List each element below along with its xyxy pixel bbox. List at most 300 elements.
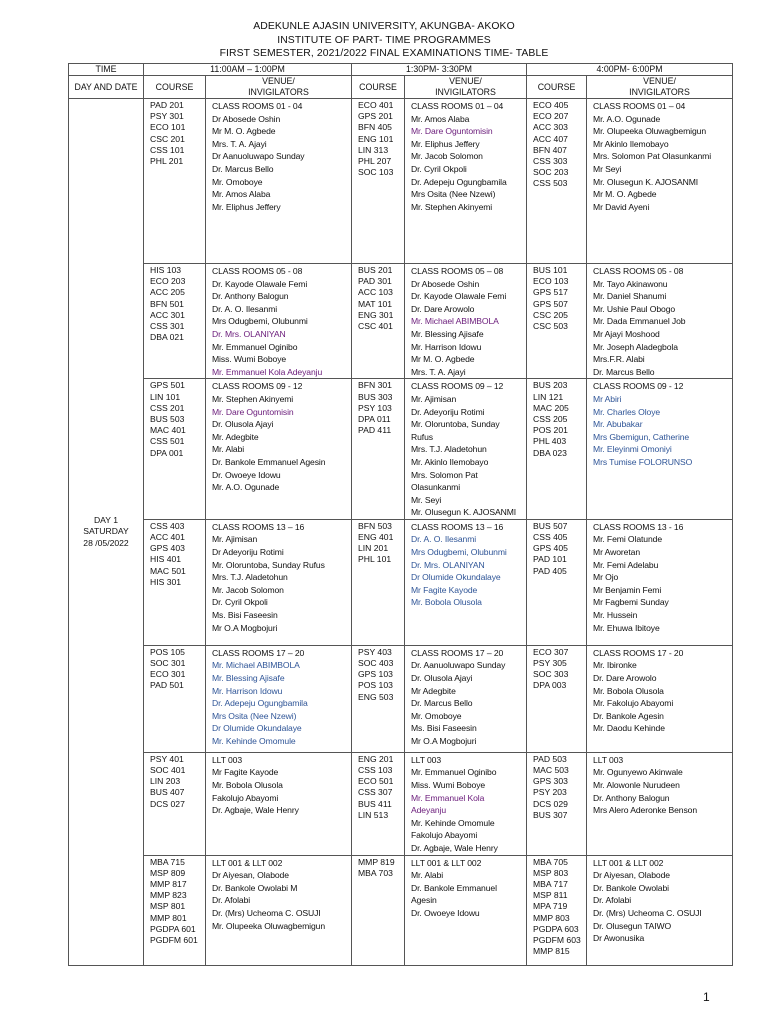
course-code: MMP 823 (150, 890, 187, 901)
course-list-cell (144, 264, 206, 379)
course-list-cell (527, 519, 587, 645)
invigilator-name: Mr. Alabi (212, 444, 245, 455)
venue-invigilators-cell (206, 752, 352, 855)
exam-row (69, 519, 733, 645)
venue-invigilators-cell (587, 645, 733, 752)
course-code: PHL 201 (150, 156, 184, 167)
venue-invigilators-cell (405, 379, 527, 520)
invigilator-name: Mr. Blessing Ajisafe (411, 328, 484, 339)
course-list-cell (527, 752, 587, 855)
invigilator-name: Mr. Akinlo Ilemobayo (411, 456, 489, 467)
course-code: GPS 103 (358, 669, 393, 680)
venue-name: CLASS ROOMS 09 - 12 (212, 381, 303, 392)
course-code: ECO 307 (533, 646, 569, 657)
invigilator-name: Mrs. T. A. Ajayi (212, 138, 267, 149)
invigilator-name: Dr Awonusika (593, 933, 645, 944)
venue-name: CLASS ROOMS 13 – 16 (411, 521, 504, 532)
exam-row (69, 264, 733, 379)
invigilator-name: Mr Ojo (593, 572, 619, 583)
invigilator-name: Ms. Bisi Faseesin (411, 723, 477, 734)
invigilator-name: Dr Aanuoluwapo Sunday (212, 151, 305, 162)
course-code: CSS 103 (358, 765, 393, 776)
course-code: PGDFM 601 (150, 935, 198, 946)
course-code: ENG 201 (358, 753, 394, 764)
venue-invigilators-cell (587, 264, 733, 379)
venue-invigilators-cell (206, 264, 352, 379)
invigilator-name: Dr. Mrs. OLANIYAN (212, 328, 286, 339)
course-code: PSY 403 (358, 646, 392, 657)
venue-name: CLASS ROOMS 01 – 04 (593, 101, 686, 111)
course-code: PHL 403 (533, 436, 567, 447)
course-code: BUS 203 (533, 380, 568, 391)
course-code: DBA 021 (150, 332, 184, 343)
venue-name: CLASS ROOMS 09 – 12 (411, 381, 504, 392)
course-code: MBA 715 (150, 856, 185, 867)
invigilator-name: Mr Abiri (593, 393, 622, 404)
course-list-cell (352, 264, 405, 379)
page-number: 1 (703, 990, 710, 1004)
invigilator-name: Mr. Ogunyewo Akinwale (593, 767, 683, 778)
exam-row (69, 379, 733, 520)
venue-label: VENUE/ (262, 76, 295, 86)
course-list-cell (352, 855, 405, 965)
invigilator-name: Mrs Gbemigun, Catherine (593, 431, 690, 442)
course-list-cell (352, 519, 405, 645)
invigilator-name: Dr. A. O. Ilesanmi (212, 303, 278, 314)
day-date-line: SATURDAY (83, 526, 129, 537)
invigilator-name: Mr. Alabi (411, 870, 444, 881)
course-list-cell (352, 645, 405, 752)
course-code: DPA 011 (358, 413, 391, 424)
venue-invigilators-cell (405, 264, 527, 379)
invigilator-name: Dr. Bankole Emmanuel Agesin (212, 456, 326, 467)
course-code: CSS 303 (533, 156, 568, 167)
course-code: MMP 819 (358, 856, 395, 867)
course-list-cell (527, 99, 587, 264)
invigilator-name: Mr. Olusegun K. AJOSANMI (411, 507, 517, 518)
invigilator-name: Mrs Tumise FOLORUNSO (593, 456, 693, 467)
invigilator-name: Mr Akinlo Ilemobayo (593, 138, 669, 149)
venue-invigilators-cell (587, 855, 733, 965)
course-code: MMP 803 (533, 912, 570, 923)
course-list-cell (144, 379, 206, 520)
course-code: SOC 303 (533, 669, 569, 680)
course-code: POS 105 (150, 646, 185, 657)
course-list-cell (352, 379, 405, 520)
invigilator-name: Dr. (Mrs) Ucheoma C. OSUJI (593, 908, 702, 918)
invigilator-name: Mr. Ehuwa Ibitoye (593, 622, 660, 633)
course-list-cell (144, 645, 206, 752)
venue-name: CLASS ROOMS 05 – 08 (411, 266, 504, 276)
day-date-cell (69, 99, 144, 966)
invigilator-name: Mr. Amos Alaba (411, 113, 470, 124)
invigilator-name: Dr. Agbaje, Wale Henry (411, 843, 498, 854)
course-code: ECO 101 (150, 122, 186, 133)
course-code: PGDPA 603 (533, 923, 579, 934)
course-code: SOC 301 (150, 658, 186, 669)
course-code: BUS 307 (533, 809, 568, 820)
invigilator-name: Mr Aworetan (593, 547, 640, 558)
invigilator-name: Olasunkanmi (411, 482, 461, 493)
invigilator-name: Mrs. Solomon Pat Olasunkanmi (593, 151, 712, 162)
invigilator-name: Mr. Eliphus Jeffery (411, 138, 480, 149)
invigilator-name: Mr Fagbemi Sunday (593, 597, 669, 608)
course-code: PAD 201 (150, 100, 184, 110)
invigilator-name: Mr Benjamin Femi (593, 584, 662, 595)
venue-invigilators-cell (206, 645, 352, 752)
slot-3-time: 4:00PM- 6:00PM (527, 64, 733, 76)
slot-1-time: 11:00AM – 1:00PM (144, 64, 352, 76)
invigilator-name: Mrs.F.R. Alabi (593, 354, 645, 365)
course-code: DPA 001 (150, 447, 184, 458)
course-code: GPS 517 (533, 287, 568, 298)
exam-row (69, 855, 733, 965)
course-code: PHL 101 (358, 554, 392, 565)
course-code: ECO 207 (533, 111, 569, 122)
course-code: ACC 205 (150, 287, 185, 298)
invigilator-name: Mr. Michael ABIMBOLA (212, 660, 300, 671)
venue-label: VENUE/ (449, 76, 482, 86)
invigilator-name: Dr. Olusola Ajayi (212, 419, 274, 430)
invigilator-name: Dr. Mrs. OLANIYAN (411, 559, 485, 570)
venue-invigilators-cell (206, 99, 352, 264)
invigilator-name: Mr. Oloruntoba, Sunday (411, 419, 500, 430)
invigilator-name: Miss. Wumi Boboye (212, 354, 287, 365)
invigilator-name: Mr M. O. Agbede (593, 189, 657, 200)
invigilator-name: Mr. Ajimisan (411, 393, 457, 404)
course-list-cell (527, 645, 587, 752)
invigilator-name: Mr M. O. Agbede (411, 354, 475, 365)
course-code: GPS 507 (533, 298, 568, 309)
invigilator-name: Mr. Olupeeka Oluwagbemigun (212, 920, 326, 931)
venue-invigilators-cell (206, 855, 352, 965)
course-code: ACC 407 (533, 133, 568, 144)
invigilator-name: Mrs Odugbemi, Olubunmi (212, 316, 308, 327)
course-code: CSC 503 (533, 321, 568, 332)
venue-invigilators-cell (587, 752, 733, 855)
invigilator-name: Mr. A.O. Ogunade (212, 482, 280, 493)
course-code: BUS 411 (358, 798, 392, 809)
course-code: MAT 101 (358, 298, 393, 309)
course-code: GPS 303 (533, 776, 568, 787)
course-code: BFN 407 (533, 144, 567, 155)
invigilator-name: Mr Adegbite (411, 685, 456, 696)
course-code: BUS 503 (150, 413, 185, 424)
column-header-row (69, 76, 733, 99)
course-code: SOC 103 (358, 167, 394, 178)
venue-name: CLASS ROOMS 09 - 12 (593, 381, 684, 392)
venue-name: CLASS ROOMS 17 – 20 (411, 647, 504, 658)
course-code: PSY 103 (358, 402, 392, 413)
course-code: ECO 405 (533, 100, 569, 110)
course-code: MSP 803 (533, 867, 569, 878)
course-code: LIN 313 (358, 144, 389, 155)
course-code: BUS 407 (150, 787, 185, 798)
course-code: CSS 403 (150, 520, 185, 531)
course-code: PSY 203 (533, 787, 567, 798)
course-code: GPS 405 (533, 543, 568, 554)
invigilator-name: Mr Fagite Kayode (212, 767, 279, 778)
course-code: PAD 503 (533, 753, 567, 764)
course-code: PAD 101 (533, 554, 567, 565)
venue-label: VENUE/ (643, 76, 676, 86)
invigilator-name: Dr Aiyesan, Olabode (593, 870, 670, 881)
invigilator-name: Dr. Marcus Bello (212, 163, 274, 174)
invigilator-name: Dr. Olusola Ajayi (411, 673, 473, 684)
course-code: MMP 817 (150, 879, 187, 890)
course-code: MMP 815 (533, 946, 570, 957)
invigilator-name: Mr. Hussein (593, 610, 638, 621)
course-code: HIS 301 (150, 576, 182, 587)
course-code: MSP 809 (150, 867, 186, 878)
invigilator-name: Mr. Jacob Solomon (411, 151, 483, 162)
course-header: COURSE (144, 76, 206, 99)
invigilator-name: Ms. Bisi Faseesin (212, 610, 278, 621)
invigilator-name: Dr. Agbaje, Wale Henry (212, 805, 299, 816)
course-code: HIS 103 (150, 265, 182, 275)
course-list-cell (527, 379, 587, 520)
course-code: LIN 121 (533, 391, 564, 402)
day-date-header: DAY AND DATE (69, 76, 144, 99)
venue-invigilators-cell (405, 99, 527, 264)
invigilator-name: Miss. Wumi Boboye (411, 780, 486, 791)
invigilator-name: Mr. Stephen Akinyemi (212, 393, 294, 404)
course-code: ENG 401 (358, 532, 394, 543)
invigilator-name: Mr. Olusegun K. AJOSANMI (593, 176, 699, 187)
course-code: PGDPA 601 (150, 923, 196, 934)
venue-name: CLASS ROOMS 13 – 16 (212, 521, 305, 532)
invigilator-name: Dr. Afolabi (212, 895, 251, 906)
course-code: ENG 101 (358, 133, 394, 144)
invigilator-name: Adeyanju (411, 805, 447, 816)
invigilator-name: Mr. Adegbite (212, 431, 259, 442)
invigilator-name: Dr. Bankole Owolabi (593, 882, 669, 893)
invigilator-name: Mr. Alowonle Nurudeen (593, 780, 680, 791)
invigilator-name: Mr. Ajimisan (212, 534, 258, 545)
invigilator-name: Dr Olumide Okundalaye (212, 723, 302, 734)
course-code: BUS 303 (358, 391, 393, 402)
invigilator-name: Mr. Blessing Ajisafe (212, 673, 285, 684)
course-code: CSC 205 (533, 309, 568, 320)
course-code: LIN 513 (358, 809, 389, 820)
invigilator-name: Mr. Dare Oguntomisin (411, 126, 493, 137)
invigilator-name: Dr Aiyesan, Olabode (212, 870, 289, 881)
exam-row (69, 752, 733, 855)
course-code: BUS 101 (533, 265, 568, 275)
venue-invigilators-cell (405, 519, 527, 645)
course-code: HIS 401 (150, 554, 182, 565)
invigilator-name: Mrs. T. A. Ajayi (411, 366, 466, 377)
invigilators-label: INVIGILATORS (248, 87, 309, 97)
invigilator-name: Mrs. T.J. Aladetohun (411, 444, 487, 455)
course-code: DPA 003 (533, 680, 567, 691)
course-code: PAD 405 (533, 565, 567, 576)
invigilator-name: Mr. Ushie Paul Obogo (593, 303, 676, 314)
invigilator-name: Mr. Daodu Kehinde (593, 723, 665, 734)
invigilator-name: Mr Ajayi Moshood (593, 328, 660, 339)
course-code: LIN 203 (150, 776, 181, 787)
course-code: PHL 207 (358, 156, 392, 167)
invigilator-name: Mr. Olupeeka Oluwagbemigun (593, 126, 707, 137)
venue-header (587, 76, 733, 99)
invigilator-name: Mr. Femi Adelabu (593, 559, 659, 570)
course-list-cell (352, 99, 405, 264)
invigilator-name: Mr. A.O. Ogunade (593, 113, 661, 124)
invigilator-name: Mr. Tayo Akinawonu (593, 278, 668, 289)
document-header (0, 0, 768, 61)
course-code: ECO 203 (150, 276, 186, 287)
course-code: ACC 103 (358, 287, 393, 298)
course-list-cell (144, 519, 206, 645)
course-code: BFN 503 (358, 520, 392, 531)
invigilator-name: Mr. Dare Oguntomisin (212, 406, 294, 417)
course-code: MSP 811 (533, 890, 568, 901)
course-code: GPS 501 (150, 380, 185, 391)
invigilator-name: Mr. Charles Oloye (593, 406, 661, 417)
course-code: MSP 801 (150, 901, 186, 912)
venue-name: LLT 001 & LLT 002 (212, 857, 283, 868)
venue-invigilators-cell (587, 519, 733, 645)
invigilator-name: Mr. Eliphus Jeffery (212, 201, 281, 212)
invigilator-name: Dr Abosede Oshin (212, 113, 281, 124)
course-code: MAC 205 (533, 402, 569, 413)
invigilator-name: Dr. Adepeju Ogungbamila (411, 176, 507, 187)
venue-name: LLT 003 (411, 754, 442, 765)
invigilator-name: Dr. Anthony Balogun (212, 291, 289, 302)
invigilator-name: Dr. Kayode Olawale Femi (212, 278, 308, 289)
course-code: MAC 501 (150, 565, 186, 576)
invigilator-name: Dr. Anthony Balogun (593, 792, 670, 803)
course-code: ACC 401 (150, 532, 185, 543)
course-code: ENG 301 (358, 309, 394, 320)
invigilator-name: Dr. Bankole Emmanuel (411, 882, 497, 893)
invigilator-name: Mr. Stephen Akinyemi (411, 201, 493, 212)
invigilator-name: Mr. Emmanuel Oginibo (411, 767, 497, 778)
course-code: CSS 201 (150, 402, 185, 413)
invigilator-name: Dr Olumide Okundalaye (411, 572, 501, 583)
course-code: BFN 405 (358, 122, 392, 133)
invigilators-label: INVIGILATORS (435, 87, 496, 97)
course-list-cell (527, 264, 587, 379)
exam-row (69, 99, 733, 264)
course-code: BUS 201 (358, 265, 393, 275)
invigilator-name: Mr. Harrison Idowu (411, 341, 482, 352)
course-list-cell (144, 99, 206, 264)
course-code: ECO 501 (358, 776, 394, 787)
course-code: MBA 705 (533, 856, 568, 867)
invigilators-label: INVIGILATORS (629, 87, 690, 97)
course-code: ECO 301 (150, 669, 186, 680)
course-code: ACC 301 (150, 309, 185, 320)
course-code: MAC 503 (533, 765, 569, 776)
course-code: MAC 401 (150, 425, 186, 436)
venue-invigilators-cell (405, 752, 527, 855)
course-code: BFN 501 (150, 298, 184, 309)
invigilator-name: Fakolujo Abayomi (411, 830, 478, 841)
course-code: MMP 801 (150, 912, 187, 923)
course-code: ACC 303 (533, 122, 568, 133)
invigilator-name: Dr. Cyril Okpoli (411, 163, 467, 174)
course-code: GPS 201 (358, 111, 393, 122)
venue-name: LLT 003 (212, 754, 243, 765)
venue-invigilators-cell (587, 99, 733, 264)
course-header: COURSE (527, 76, 587, 99)
course-header: COURSE (352, 76, 405, 99)
day-date-line: 28 /05/2022 (83, 537, 129, 548)
course-code: SOC 203 (533, 167, 569, 178)
venue-invigilators-cell (206, 519, 352, 645)
invigilator-name: Dr. A. O. Ilesanmi (411, 534, 477, 545)
invigilator-name: Dr. Adeyoriju Rotimi (411, 406, 485, 417)
invigilator-name: Dr. Owoeye Idowu (411, 908, 480, 918)
invigilator-name: Dr Adeyoriju Rotimi (212, 547, 284, 558)
invigilator-name: Mr. Fakolujo Abayomi (593, 698, 674, 709)
invigilator-name: Mr. Abubakar (593, 419, 643, 430)
course-list-cell (144, 752, 206, 855)
invigilator-name: Mr. Omoboye (411, 710, 462, 721)
invigilator-name: Dr Abosede Oshin (411, 278, 480, 289)
course-code: BUS 507 (533, 520, 568, 531)
invigilator-name: Mr. Daniel Shanumi (593, 291, 667, 302)
institute-name: INSTITUTE OF PART- TIME PROGRAMMES (277, 34, 491, 46)
invigilator-name: Mr. Omoboye (212, 176, 263, 187)
invigilator-name: Agesin (411, 895, 437, 906)
invigilator-name: Mrs Osita (Nee Nzewi) (411, 189, 496, 200)
invigilator-name: Mr. Kehinde Omomule (411, 817, 495, 828)
venue-name: LLT 001 & LLT 002 (411, 857, 482, 868)
invigilator-name: Mr. Kehinde Omomule (212, 736, 296, 747)
invigilator-name: Mrs. T.J. Aladetohun (212, 572, 288, 583)
invigilator-name: Fakolujo Abayomi (212, 792, 279, 803)
invigilator-name: Mrs. Solomon Pat (411, 469, 478, 480)
course-code: PAD 301 (358, 276, 392, 287)
course-code: CSS 101 (150, 144, 185, 155)
invigilator-name: Dr. Marcus Bello (411, 698, 473, 709)
invigilator-name: Mr David Ayeni (593, 201, 650, 212)
exam-row (69, 645, 733, 752)
course-code: LIN 101 (150, 391, 181, 402)
course-code: SOC 401 (150, 765, 186, 776)
course-code: ECO 103 (533, 276, 569, 287)
course-code: CSS 501 (150, 436, 185, 447)
invigilator-name: Dr. Bankole Owolabi M (212, 882, 298, 893)
venue-name: CLASS ROOMS 01 - 04 (212, 101, 303, 111)
invigilator-name: Dr. Bankole Agesin (593, 710, 664, 721)
course-code: LIN 201 (358, 543, 389, 554)
invigilator-name: Mr. Amos Alaba (212, 189, 271, 200)
invigilator-name: Dr. Aanuoluwapo Sunday (411, 660, 506, 671)
invigilator-name: Mr. Bobola Olusola (411, 597, 482, 608)
course-code: POS 201 (533, 425, 568, 436)
invigilator-name: Mr. Emmanuel Kola Adeyanju (212, 366, 323, 377)
slot-2-time: 1:30PM- 3:30PM (352, 64, 527, 76)
university-name: ADEKUNLE AJASIN UNIVERSITY, AKUNGBA- AKOKO (253, 21, 515, 32)
invigilator-name: Mr. Emmanuel Oginibo (212, 341, 298, 352)
invigilator-name: Mr M. O. Agbede (212, 126, 276, 137)
course-code: BFN 301 (358, 380, 392, 391)
invigilator-name: Rufus (411, 431, 433, 442)
course-code: ENG 503 (358, 691, 394, 702)
course-code: MPA 719 (533, 901, 568, 912)
exam-timetable (68, 63, 733, 966)
venue-name: CLASS ROOMS 17 - 20 (593, 647, 684, 658)
time-header-row (69, 64, 733, 76)
venue-name: CLASS ROOMS 05 - 08 (593, 266, 684, 276)
invigilator-name: Dr. Kayode Olawale Femi (411, 291, 507, 302)
course-code: DCS 029 (533, 798, 568, 809)
venue-name: CLASS ROOMS 05 - 08 (212, 266, 303, 276)
course-code: CSC 201 (150, 133, 185, 144)
